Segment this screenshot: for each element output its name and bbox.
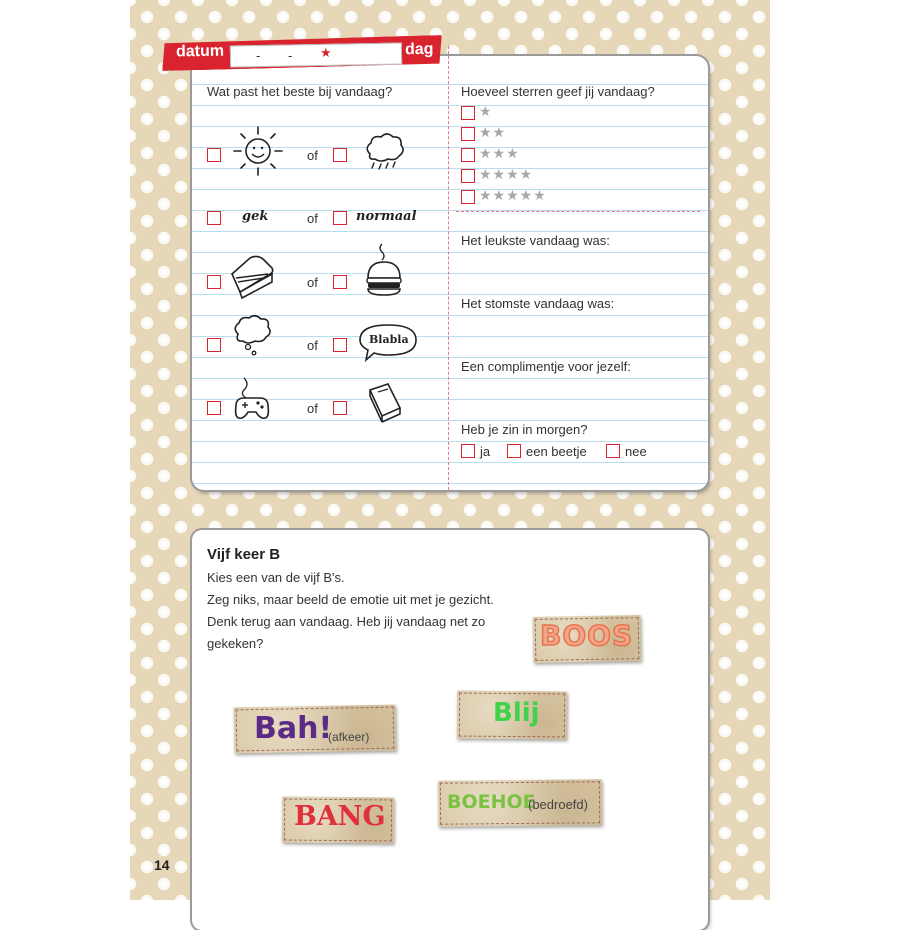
bah-subtitle: (afkeer) xyxy=(328,730,370,744)
cloud-checkbox[interactable] xyxy=(333,148,347,162)
game-controller-icon xyxy=(230,376,274,424)
dag-label: dag xyxy=(404,40,434,59)
or-text: of xyxy=(307,401,318,416)
morgen-question: Heb je zin in morgen? xyxy=(461,422,588,437)
star-checkbox-1[interactable] xyxy=(461,106,475,120)
stomste-label: Het stomste vandaag was: xyxy=(461,296,615,311)
ja-checkbox[interactable] xyxy=(461,444,475,458)
book-checkbox[interactable] xyxy=(333,401,347,415)
star-checkbox-5[interactable] xyxy=(461,190,475,204)
cloud-icon xyxy=(362,130,406,172)
star-rating-1: ★ xyxy=(479,103,493,119)
boos-word: BOOS xyxy=(540,619,634,652)
card-instruction-1: Kies een van de vijf B's. xyxy=(207,570,345,585)
date-separator: - xyxy=(256,48,261,63)
compliment-label: Een complimentje voor jezelf: xyxy=(461,359,631,374)
thought-bubble-icon xyxy=(230,314,274,358)
star-checkbox-3[interactable] xyxy=(461,148,475,162)
gek-text: gek xyxy=(242,209,269,224)
nee-checkbox[interactable] xyxy=(606,444,620,458)
star-rating-3: ★★★ xyxy=(479,145,520,161)
normaal-text: normaal xyxy=(356,209,417,224)
date-star: ★ xyxy=(320,45,332,60)
bah-word: Bah! xyxy=(254,711,333,746)
burger-icon xyxy=(364,242,404,298)
sun-icon xyxy=(230,125,286,177)
card-title: Vijf keer B xyxy=(207,546,281,563)
normaal-checkbox[interactable] xyxy=(333,211,347,225)
column-divider xyxy=(448,46,449,490)
leukste-label: Het leukste vandaag was: xyxy=(461,233,610,248)
stars-question: Hoeveel sterren geef jij vandaag? xyxy=(461,84,655,99)
star-checkbox-2[interactable] xyxy=(461,127,475,141)
sandwich-icon xyxy=(228,252,278,300)
gek-checkbox[interactable] xyxy=(207,211,221,225)
star-rating-4: ★★★★ xyxy=(479,166,534,182)
star-rating-5: ★★★★★ xyxy=(479,187,547,203)
page-number: 14 xyxy=(154,857,170,873)
blij-word: Blij xyxy=(493,698,540,728)
book-icon xyxy=(364,380,404,424)
date-separator: - xyxy=(288,48,293,63)
card-instruction-2: Zeg niks, maar beeld de emotie uit met je gezicht. xyxy=(207,592,494,607)
een-beetje-checkbox[interactable] xyxy=(507,444,521,458)
or-text: of xyxy=(307,275,318,290)
een-beetje-label: een beetje xyxy=(526,444,587,459)
card-instruction-3: Denk terug aan vandaag. Heb jij vandaag net zo xyxy=(207,614,486,629)
card-instruction-4: gekeken? xyxy=(207,636,264,651)
sandwich-checkbox[interactable] xyxy=(207,275,221,289)
bang-word: BANG xyxy=(294,801,386,832)
or-text: of xyxy=(307,338,318,353)
boehoe-subtitle: (bedroefd) xyxy=(528,797,588,812)
ja-label: ja xyxy=(480,444,491,459)
or-text: of xyxy=(307,211,318,226)
blabla-text: Blabla xyxy=(369,333,409,346)
nee-label: nee xyxy=(625,444,647,459)
sun-checkbox[interactable] xyxy=(207,148,221,162)
star-checkbox-4[interactable] xyxy=(461,169,475,183)
burger-checkbox[interactable] xyxy=(333,275,347,289)
game-checkbox[interactable] xyxy=(207,401,221,415)
left-question: Wat past het beste bij vandaag? xyxy=(207,84,393,99)
datum-label: datum xyxy=(175,42,225,61)
boehoe-word: BOEHOE xyxy=(447,791,536,813)
speech-checkbox[interactable] xyxy=(333,338,347,352)
or-text: of xyxy=(307,148,318,163)
thought-checkbox[interactable] xyxy=(207,338,221,352)
star-rating-2: ★★ xyxy=(479,124,507,140)
stars-divider xyxy=(456,211,700,212)
